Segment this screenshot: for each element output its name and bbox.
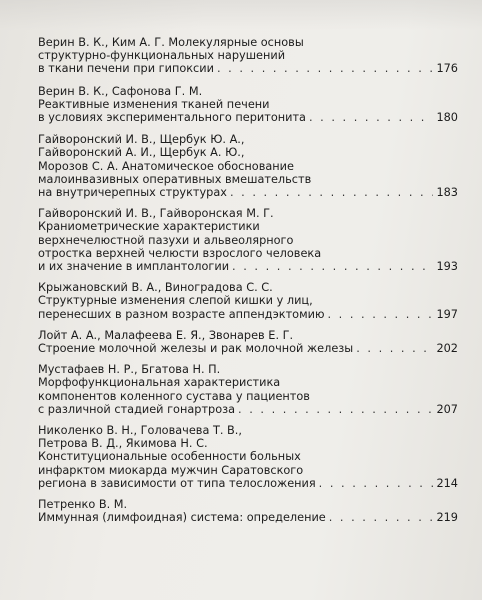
toc-entry-line: Конституциональные особенности больных [38, 450, 301, 464]
toc-entry-line: в условиях экспериментального перитонита [38, 111, 306, 125]
toc-entry [38, 363, 458, 416]
toc-entry [38, 281, 458, 321]
toc-entry-line: и их значение в имплантологии [38, 260, 230, 274]
page-number: 214 [436, 476, 458, 490]
toc-entry-line: Крыжановский В. А., Виноградова С. С. [38, 281, 273, 295]
page-number: 183 [436, 186, 458, 200]
toc-entry-line: Гайворонский И. В., Щербук Ю. А., [38, 133, 245, 147]
page-number: 219 [436, 511, 458, 525]
toc-entry-last-line [38, 260, 458, 273]
toc-entry-line: инфарктом миокарда мужчин Саратовского [38, 463, 304, 477]
toc-entry-line: Реактивные изменения тканей печени [38, 97, 270, 111]
toc-entry-line: Морозов С. А. Анатомическое обоснование [38, 159, 294, 173]
toc-entry-last-line [38, 477, 458, 490]
toc-entry-line: региона в зависимости от типа телосложения [38, 476, 316, 490]
toc-entry [38, 498, 458, 524]
page-number: 180 [436, 111, 458, 125]
page-number: 176 [436, 62, 458, 76]
toc-entry-line: Структурные изменения слепой кишки у лиц, [38, 294, 313, 308]
dot-leader [356, 342, 433, 355]
dot-leader [327, 308, 433, 321]
toc-entry-line: Верин В. К., Ким А. Г. Молекулярные основы [38, 36, 304, 49]
toc-entry-last-line [38, 186, 458, 199]
dot-leader [217, 62, 433, 75]
dot-leader [309, 111, 433, 124]
toc-entry-line: верхнечелюстной пазухи и альвеолярного [38, 233, 294, 247]
table-of-contents [38, 36, 458, 533]
toc-entry-line: перенесших в разном возрасте аппендэктомию [38, 307, 325, 321]
page-number: 207 [436, 402, 458, 416]
toc-entry [38, 424, 458, 490]
toc-entry-line: на внутричерепных структурах [38, 186, 227, 200]
toc-entry [38, 36, 458, 76]
page-top-shadow [0, 0, 482, 30]
page-number: 193 [436, 260, 458, 274]
toc-entry-line: Гайворонский И. В., Гайворонская М. Г. [38, 207, 274, 221]
toc-entry-line: Лойт А. А., Малафеева Е. Я., Звонарев Е. Г. [38, 328, 294, 342]
toc-entry-last-line [38, 111, 458, 124]
toc-entry-line: структурно-функциональных нарушений [38, 49, 286, 63]
toc-entry-last-line [38, 511, 458, 524]
dot-leader [319, 477, 434, 490]
dot-leader [329, 511, 434, 524]
toc-entry-last-line [38, 62, 458, 75]
toc-entry-line: Петрова В. Д., Якимова Н. С. [38, 437, 208, 451]
page-number: 202 [436, 342, 458, 356]
toc-entry-line: компонентов коленного сустава у пациентов [38, 389, 310, 403]
toc-entry-line: отростка верхней челюсти взрослого человека [38, 246, 322, 260]
toc-entry-line: малоинвазивных оперативных вмешательств [38, 172, 312, 186]
dot-leader [232, 260, 433, 273]
dot-leader [238, 403, 433, 416]
toc-entry-line: Николенко В. Н., Головачева Т. В., [38, 424, 242, 438]
toc-entry [38, 207, 458, 273]
toc-entry-line: Петренко В. М. [38, 498, 128, 512]
toc-entry [38, 85, 458, 125]
toc-entry-line: с различной стадией гонартроза [38, 402, 236, 416]
toc-entry-last-line [38, 308, 458, 321]
toc-entry-line: Морфофункциональная характеристика [38, 376, 281, 390]
toc-entry-last-line [38, 342, 458, 355]
toc-entry-line: Мустафаев Н. Р., Бгатова Н. П. [38, 363, 221, 377]
dot-leader [230, 186, 433, 199]
toc-entry-line: Верин В. К., Сафонова Г. М. [38, 84, 203, 98]
toc-entry-last-line [38, 403, 458, 416]
toc-entry-line: Краниометрические характеристики [38, 220, 260, 234]
toc-entry-line: Иммунная (лимфоидная) система: определение [38, 511, 326, 525]
toc-entry [38, 329, 458, 355]
toc-entry-line: Строение молочной железы и рак молочной железы [38, 342, 354, 356]
page-number: 197 [436, 307, 458, 321]
toc-entry-line: в ткани печени при гипоксии [38, 62, 214, 76]
toc-entry-line: Гайворонский А. И., Щербук А. Ю., [38, 146, 245, 160]
toc-entry [38, 133, 458, 199]
